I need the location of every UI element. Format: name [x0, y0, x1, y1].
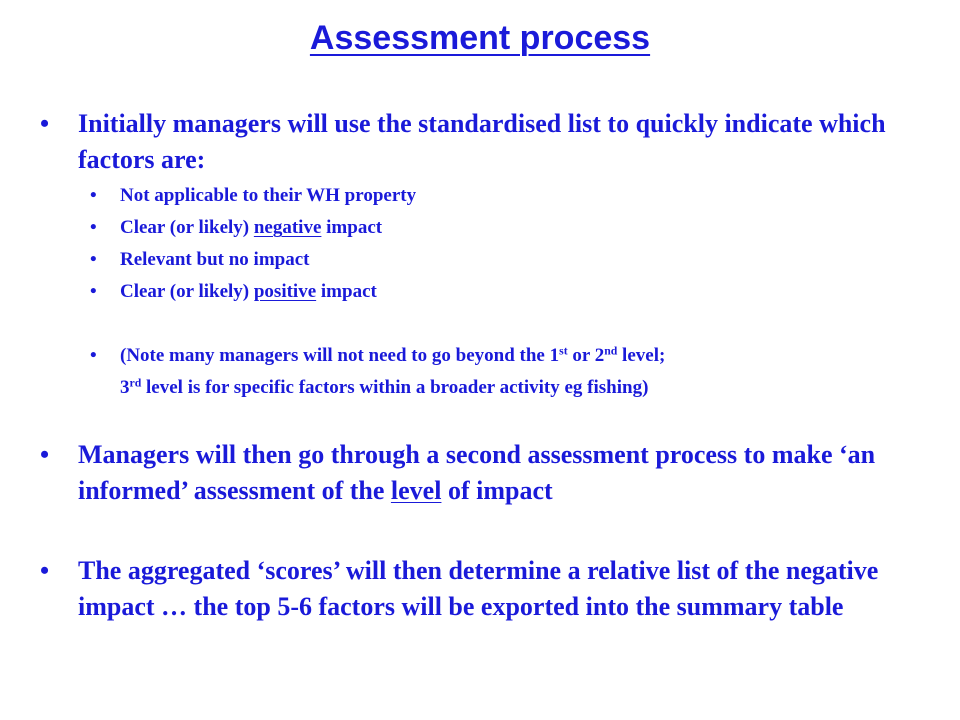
bullet-point-initial-use: [40, 106, 938, 178]
sub-item-negative-impact: [90, 212, 900, 244]
sub-item-text: Clear (or likely): [120, 217, 254, 238]
bullet-icon: •: [40, 556, 50, 585]
sub-item-text: Clear (or likely): [120, 281, 254, 302]
note-text: or 2: [567, 345, 605, 366]
point-text: The aggregated ‘scores’ will then determine a relative list of the negative impact … the top 5-6 factors will be exported into the summary table: [78, 556, 879, 621]
note-text: (Note many managers will not need to go beyond the 1: [120, 345, 560, 366]
bullet-icon: •: [90, 345, 97, 366]
bullet-icon: •: [90, 185, 97, 206]
note-text: level;: [617, 345, 666, 366]
sub-item-text: impact: [321, 217, 383, 238]
point-text: Initially managers will use the standardised list to quickly indicate which factors are:: [78, 109, 886, 174]
sub-item-note: [90, 340, 920, 404]
sub-item-no-impact: [90, 244, 900, 276]
bullet-icon: •: [40, 109, 50, 138]
sub-item-not-applicable: [90, 180, 900, 212]
level-emphasis: level: [390, 476, 442, 505]
sub-item-positive-impact: [90, 276, 900, 308]
note-text: level is for specific factors within a broader activity eg fishing): [141, 377, 649, 398]
bullet-icon: •: [90, 249, 97, 270]
note-text: 3: [120, 377, 130, 398]
bullet-icon: •: [90, 217, 97, 238]
bullet-point-aggregated-scores: [40, 553, 938, 625]
bullet-point-second-assessment: [40, 437, 938, 509]
negative-emphasis: negative: [253, 217, 322, 238]
point-text: of impact: [441, 476, 553, 505]
sub-item-text: Not applicable to their WH property: [120, 185, 417, 206]
bullet-icon: •: [90, 281, 97, 302]
superscript: st: [559, 344, 568, 358]
bullet-icon: •: [40, 440, 50, 469]
superscript: nd: [604, 344, 618, 358]
slide-title: Assessment process: [309, 19, 651, 57]
superscript: rd: [129, 376, 142, 390]
positive-emphasis: positive: [253, 281, 317, 302]
point-text: Managers will then go through a second assessment process to make ‘an informed’ assessment of the: [78, 440, 876, 505]
sub-item-text: impact: [316, 281, 377, 302]
sub-item-text: Relevant but no impact: [120, 249, 310, 270]
